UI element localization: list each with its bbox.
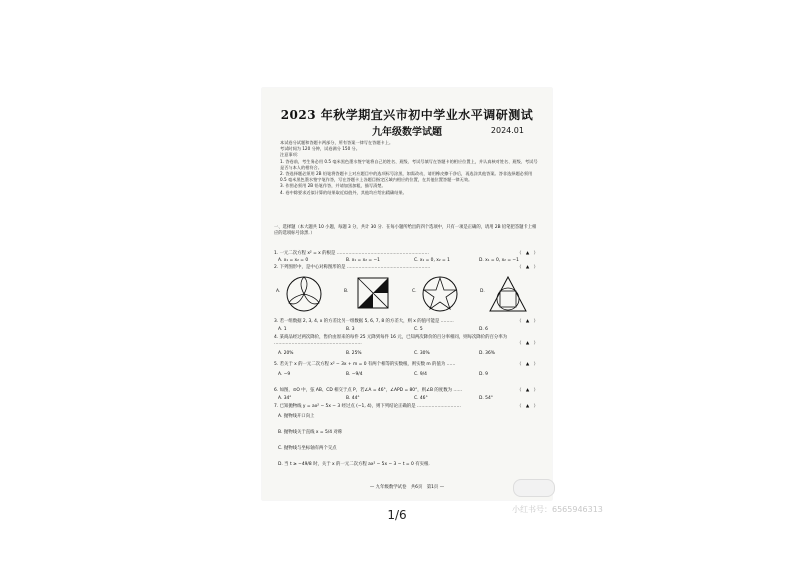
option-d: D. 9 [479,372,488,377]
exam-notes [280,140,538,196]
option-c: C. 5 [414,327,423,332]
triangle-circle-square-figure [488,275,528,313]
option-a: A. [276,289,281,294]
q7-option-c: C. 抛物线与坐标轴有两个交点 [278,446,337,451]
option-d: D. 36% [479,351,495,356]
question-6 [274,388,540,394]
exam-date: 2024.01 [490,126,524,135]
question-text: 7. 已知抛物线 y = ax² − 5x − 3 经过点 (−1, 4)，则下列结论正确的是 ………………………… [274,404,461,409]
q7-option-d: D. 当 t ≥ −49/8 时，关于 x 的一元二次方程 ax² − 5x − 3 − t = 0 有实根. [278,462,430,467]
section-heading: 一、选择题（本大题共 10 小题，每题 3 分，共计 30 分．在每小题所给出的四个选项中，只有一项是正确的，请用 2B 铅笔把答题卡上相应的选项标号涂黑．） [274,225,537,237]
option-b: B. [344,289,349,294]
answer-mark: （ ▲ ） [517,341,538,346]
option-b: B. x₁ = x₂ = −1 [346,258,380,263]
answer-mark: （ ▲ ） [517,265,538,270]
note-line: 2. 答选择题必须用 2B 铅笔将答题卡上对应题目中的选项标号涂黑，如需改动，请用橡皮擦干净后，再选涂其他答案。答非选择题必须用 0.5 毫米黑色墨水签字笔作答，写在答题卡上各题目指定区域内相应的位置，在其他位置答题一律无效。 [280,171,533,183]
question-7 [274,404,540,410]
option-d: D. 54° [479,396,493,401]
exam-title: 2023 年秋学期宜兴市初中学业水平调研测试 [280,108,534,122]
note-line: 3. 作图必须用 2B 铅笔作答，并请加黑加粗，描写清楚。 [280,183,386,189]
q7-option-b: B. 抛物线关于直线 x = 5/4 对称 [278,430,343,435]
answer-mark: （ ▲ ） [517,319,538,324]
page-counter: 1/6 [387,508,407,522]
square-pinwheel-figure [352,275,392,313]
note-line: 注意事项： [280,152,301,158]
option-b: B. 25% [346,351,362,356]
question-5 [274,362,540,368]
option-d: D. 6 [479,327,488,332]
question-text: 5. 若关于 x 的一元二次方程 x² − 3x + m = 0 有两个相等的实数根，则实数 m 的值为 …… [274,362,456,367]
option-c: C. 46° [414,396,428,401]
option-b: B. 3 [346,327,355,332]
star-in-circle-figure [420,275,460,313]
three-petal-circle-figure [284,275,324,313]
question-3 [274,319,540,325]
watermark-stamp [513,479,555,497]
question-text: 3. 若一组数据 2, 3, 4, x 的方差比另一组数据 5, 6, 7, 8 的方差大，则 x 的值可能是 ……… [274,319,454,324]
option-c: C. 9/4 [414,372,427,377]
question-text: 4. 某商品经过两次降价，售价由原来的每件 25 元降到每件 16 元，已知两次降价的百分率相同，则每次降价的百分率为 …………………………………………………… [274,335,508,347]
q7-option-a: A. 抛物线开口向上 [278,414,315,419]
option-a: A. 1 [278,327,287,332]
option-d: D. [480,289,485,294]
option-a: A. 34° [278,396,292,401]
answer-mark: （ ▲ ） [517,362,538,367]
option-b: B. −9/4 [346,372,363,377]
answer-mark: （ ▲ ） [517,251,538,256]
question-4 [274,335,540,347]
question-1 [274,251,540,257]
option-b: B. 44° [346,396,360,401]
note-line: 4. 卷中除要求近似计算的结果取近似值外，其他均应给出精确结果。 [280,189,407,195]
option-c: C. x₁ = 0, x₂ = 1 [414,258,450,263]
option-c: C. 30% [414,351,430,356]
question-text: 2. 下列图形中，是中心对称图形的是 ………………………………………………… [274,265,431,270]
note-line: 考试时间为 120 分钟，试卷满分 150 分。 [280,146,360,152]
option-c: C. [412,289,417,294]
option-d: D. x₁ = 0, x₂ = −1 [479,258,519,263]
option-a: A. x₁ = x₂ = 0 [278,258,309,263]
question-2-figures [274,275,540,317]
question-text: 6. 如图，⊙O 中，弦 AB、CD 相交于点 P，若∠A = 46°，∠APD = 80°，则∠B 的度数为 …… [274,388,463,393]
page-footer: — 九年级数学试卷 共6页 第1页 — [369,485,445,490]
question-text: 1. 一元二次方程 x² = x 的根是 ……………………………………………………… [274,251,429,256]
answer-mark: （ ▲ ） [517,388,538,393]
option-a: A. 20% [278,351,294,356]
exam-page [262,88,552,500]
watermark-text: 小红书号：6565946313 [512,505,603,514]
question-2 [274,265,540,271]
answer-mark: （ ▲ ） [517,404,538,409]
note-line: 本试卷分试题和答题卡两部分，所有答案一律写在答题卡上。 [280,140,394,145]
note-line: 1. 答卷前，考生务必用 0.5 毫米黑色墨水签字笔将自己的姓名、班级、考试号填写在答题卡的相应位置上，并认真核对姓名、班级、考试号是否与本人的相符合。 [280,158,538,170]
option-a: A. −9 [278,372,291,377]
exam-subtitle: 九年级数学试题 [372,127,442,138]
